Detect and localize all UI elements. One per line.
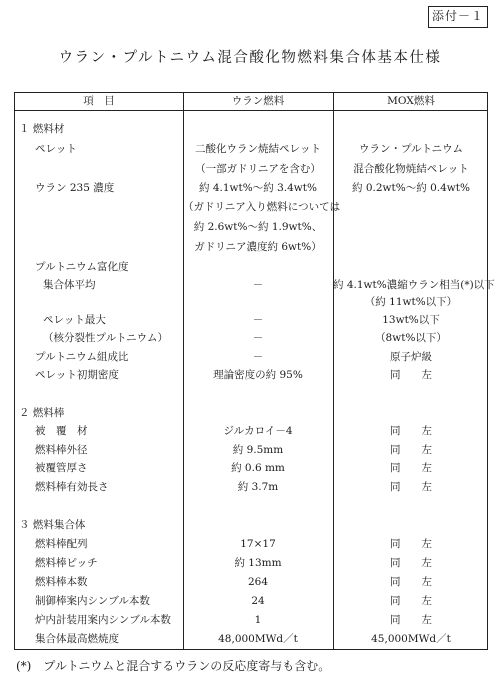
cell-uranium: － [252,314,264,326]
cell-uranium: 264 [247,576,269,588]
cell-item: ペレット初期密度 [35,369,119,381]
cell-mox: 同 左 [390,576,432,588]
cell-uranium: 48,000MWd／t [218,633,298,645]
footnote: (*) プルトニウムと混合するウランの反応度寄与も含む。 [16,659,331,673]
cell-mox: 同 左 [390,425,432,437]
cell-uranium: 約 2.6wt%～約 1.9wt%、 [193,221,323,233]
cell-uranium: 理論密度の約 95% [213,369,303,381]
header-mox-fuel: MOX燃料 [387,95,435,107]
document-title: ウラン・プルトニウム混合酸化物燃料集合体基本仕様 [58,50,442,66]
attachment-tag: 添付－１ [428,6,488,28]
cell-item: 被 覆 材 [35,425,88,437]
cell-item: 被覆管厚さ [35,462,88,474]
cell-item: ペレット最大 [43,314,106,326]
header-divider [15,110,487,111]
cell-item: 燃料棒ピッチ [35,557,98,569]
cell-uranium: （一部ガドリニアを含む） [195,163,321,175]
cell-item: 炉内計装用案内シンブル本数 [35,614,171,626]
cell-mox: 同 左 [390,538,432,550]
cell-mox: 混合酸化物焼結ペレット [353,163,469,175]
cell-uranium: 約 9.5mm [232,444,284,456]
cell-uranium: 約 3.7m [237,481,279,493]
spec-table [14,92,495,650]
cell-uranium: 24 [251,595,265,607]
cell-mox: 同 左 [390,369,432,381]
cell-uranium: 17×17 [240,538,276,550]
cell-mox: （約 11wt%以下） [364,296,458,308]
cell-uranium: 1 [254,614,262,626]
cell-mox: 同 左 [390,595,432,607]
cell-uranium: 約 0.6 mm [231,462,285,474]
cell-mox: 45,000MWd／t [371,633,451,645]
cell-mox: （8wt%以下） [375,332,447,344]
cell-mox: 同 左 [390,462,432,474]
cell-uranium: ジルカロイ－4 [223,425,293,437]
cell-item: プルトニウム富化度 [35,261,129,273]
cell-mox: 同 左 [390,614,432,626]
cell-item: （核分裂性プルトニウム） [43,332,169,344]
cell-item: 集合体最高燃焼度 [35,633,119,645]
cell-mox: ウラン・プルトニウム [358,143,464,155]
cell-item: ２ 燃料棒 [19,407,65,419]
cell-uranium: － [252,351,264,363]
cell-mox: 約 4.1wt%濃縮ウラン相当(*)以下 [333,279,495,291]
cell-mox: 原子炉級 [390,351,432,363]
cell-item: ペレット [35,143,77,155]
cell-uranium: （ガドリニア入り燃料については [183,201,341,213]
cell-mox: 同 左 [390,481,432,493]
cell-mox: 約 0.2wt%～約 0.4wt% [352,182,470,194]
cell-item: ウラン 235 濃度 [35,182,115,194]
cell-item: プルトニウム組成比 [35,351,129,363]
cell-item: 制御棒案内シンブル本数 [35,595,150,607]
cell-uranium: 約 4.1wt%～約 3.4wt% [199,182,317,194]
cell-item: 燃料棒外径 [35,444,88,456]
cell-mox: 13wt%以下 [382,314,440,326]
cell-item: １ 燃料材 [19,123,65,135]
cell-mox: 同 左 [390,557,432,569]
cell-item: 燃料棒本数 [35,576,88,588]
cell-item: ３ 燃料集合体 [19,519,86,531]
cell-uranium: － [252,279,264,291]
cell-item: 燃料棒配列 [35,538,88,550]
cell-uranium: 約 13mm [234,557,282,569]
cell-item: 集合体平均 [43,279,96,291]
cell-item: 燃料棒有効長さ [35,481,109,493]
header-item: 項 目 [83,95,115,107]
cell-uranium: － [252,332,264,344]
cell-mox: 同 左 [390,444,432,456]
cell-uranium: ガドリニア濃度約 6wt%） [194,241,322,253]
cell-uranium: 二酸化ウラン焼結ペレット [195,143,321,155]
header-uranium-fuel: ウラン燃料 [231,95,285,107]
